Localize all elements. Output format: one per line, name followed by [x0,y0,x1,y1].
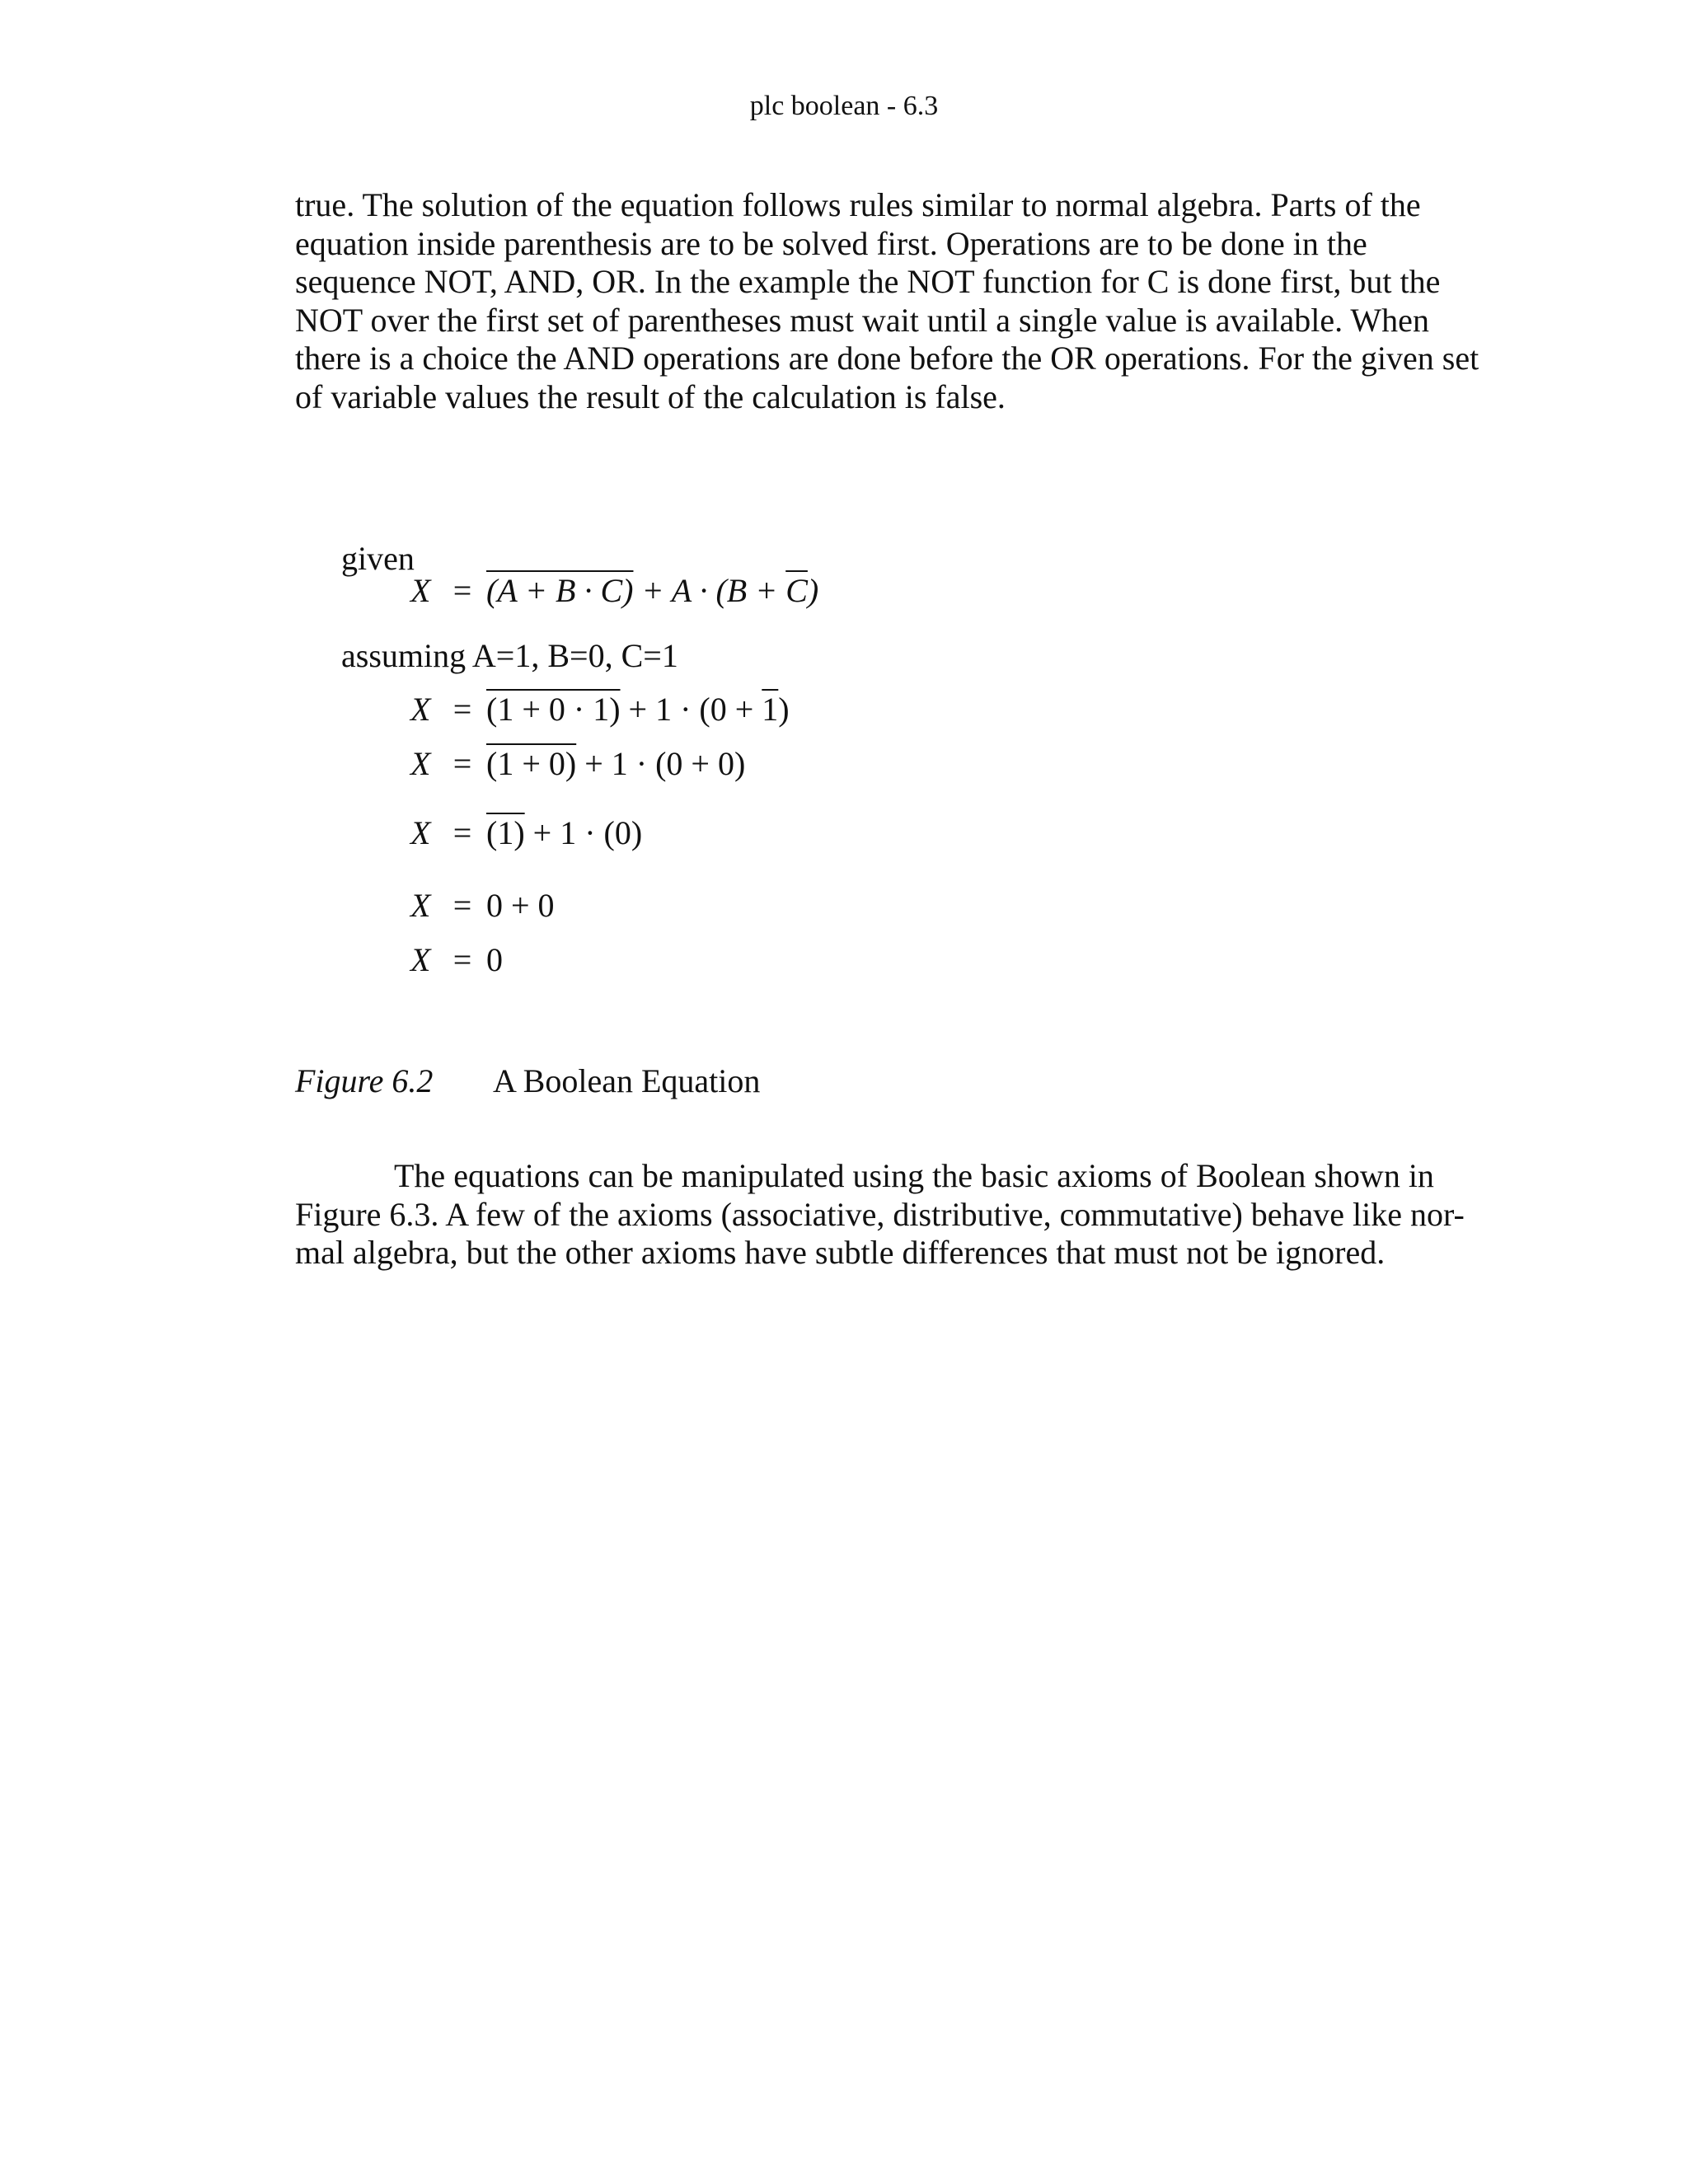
equals-sign: = [452,814,472,851]
equation-rhs [486,570,818,612]
equation-step-2 [410,743,745,785]
equation-rhs [486,743,745,785]
given-equation [410,570,818,612]
paragraph-1-line: equation inside parenthesis are to be solved first. Operations are to be done in the [295,224,1367,262]
paragraph-1-line: true. The solution of the equation follows rules similar to normal algebra. Parts of the [295,186,1421,223]
paragraph-2 [295,1157,1482,1272]
equation-term: ) [807,572,819,609]
equation-lhs: X [410,887,431,924]
equals-sign: = [452,691,472,728]
equation-term: + 1 · (0 + 0) [576,745,746,782]
equation-term: ) [778,691,790,728]
equation-rhs [486,813,642,854]
equals-sign: = [452,572,472,609]
paragraph-1 [295,186,1482,416]
paragraph-2-line: mal algebra, but the other axioms have subtle differences that must not be ignored. [295,1234,1386,1271]
figure-caption-title: A Boolean Equation [493,1062,761,1099]
equation-step-5 [410,940,503,981]
equation-term: + 1 · (0 + [620,691,762,728]
equation-step-4 [410,885,555,926]
equals-sign: = [452,887,472,924]
equation-rhs [486,689,790,730]
equation-lhs: X [410,941,431,978]
equation-term: + 1 · (0) [524,814,643,851]
assuming-label: assuming A=1, B=0, C=1 [341,637,678,674]
equation-rhs: 0 + 0 [486,887,555,924]
paragraph-2-line: The equations can be manipulated using the basic axioms of Boolean shown in [394,1157,1434,1194]
equation-step-1 [410,689,790,730]
paragraph-1-line: of variable values the result of the calculation is false. [295,377,1006,415]
negated-group: (1 + 0 · 1) [486,691,621,728]
equation-lhs: X [410,572,431,609]
equation-lhs: X [410,745,431,782]
paragraph-1-line: sequence NOT, AND, OR. In the example the NOT function for C is done first, but the [295,263,1441,300]
figure-caption-number: Figure 6.2 [295,1062,434,1099]
negated-group: (A + B · C) [486,572,634,609]
negated-variable: $\overline{C}$ [785,572,808,609]
equation-rhs: 0 [486,941,503,978]
negated-group: (1) [486,814,525,851]
running-header: plc boolean - 6.3 [749,91,939,121]
given-label: given [341,540,415,577]
negated-variable: 1 [762,691,779,728]
paragraph-1-line: there is a choice the AND operations are done before the OR operations. For the given set [295,340,1479,377]
equation-lhs: X [410,814,431,851]
equation-lhs: X [410,691,431,728]
paragraph-1-line: NOT over the first set of parentheses must wait until a single value is available. When [295,301,1429,339]
equals-sign: = [452,745,472,782]
equation-term: + A · (B + [633,572,786,609]
equals-sign: = [452,941,472,978]
paragraph-2-line: Figure 6.3. A few of the axioms (associative, distributive, commutative) behave like nor- [295,1195,1465,1233]
negated-group: (1 + 0) [486,745,577,782]
equation-step-3 [410,813,642,854]
